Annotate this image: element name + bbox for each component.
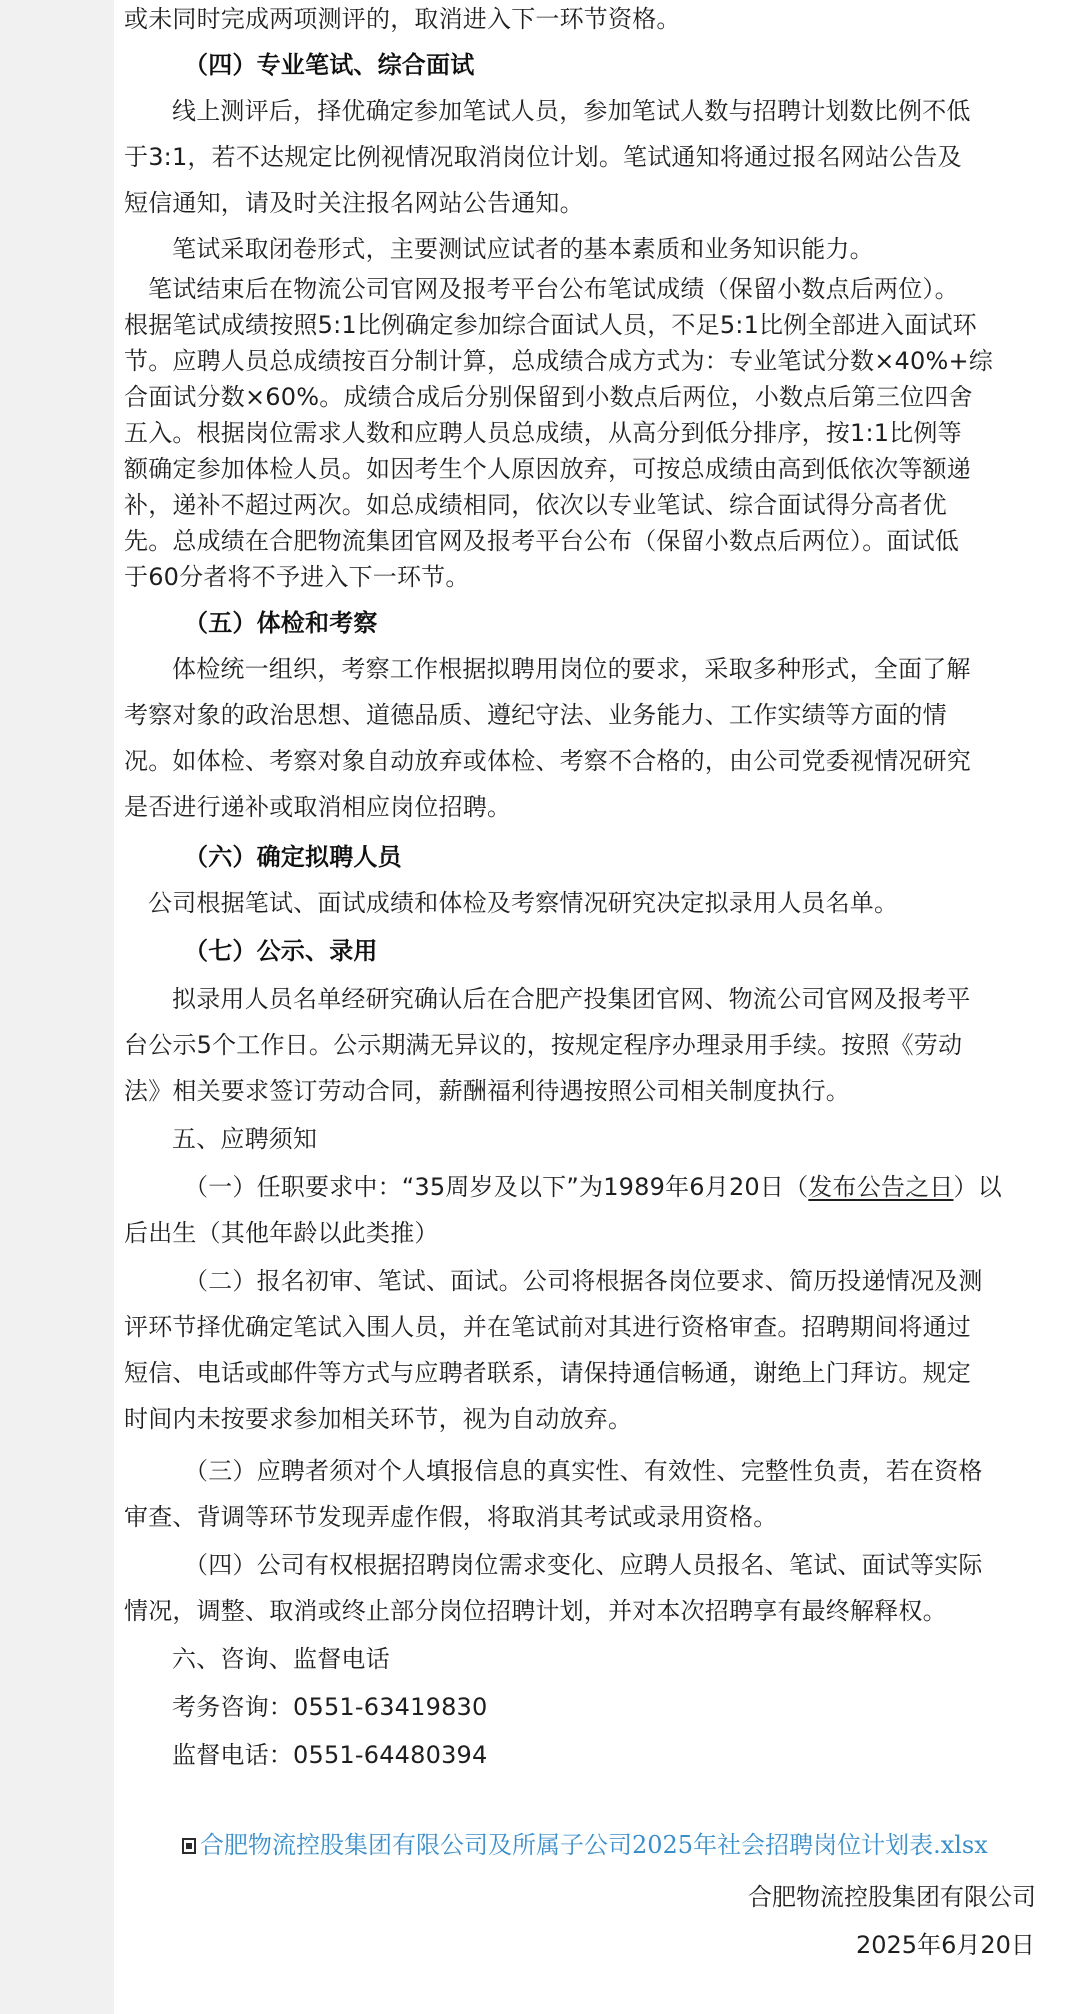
paragraph-line: （二）报名初审、笔试、面试。公司将根据各岗位要求、简历投递情况及测 — [184, 1267, 983, 1295]
paragraph-line: 先。总成绩在合肥物流集团官网及报考平台公布（保留小数点后两位）。面试低 — [124, 527, 959, 555]
document-body — [124, 0, 1074, 2014]
paragraph-line: 笔试采取闭卷形式，主要测试应试者的基本素质和业务知识能力。 — [172, 235, 874, 263]
paragraph-line: 审查、背调等环节发现弄虚作假，将取消其考试或录用资格。 — [124, 1503, 778, 1531]
attachment-label: 合肥物流控股集团有限公司及所属子公司2025年社会招聘岗位计划表.xlsx — [200, 1831, 988, 1859]
paragraph-line: （三）应聘者须对个人填报信息的真实性、有效性、完整性负责，若在资格 — [184, 1457, 983, 1485]
paragraph-line: 拟录用人员名单经研究确认后在合肥产投集团官网、物流公司官网及报考平 — [172, 985, 971, 1013]
paragraph-line: 节。应聘人员总成绩按百分制计算，总成绩合成方式为：专业笔试分数×40%+综 — [124, 347, 993, 375]
signature-organization: 合肥物流控股集团有限公司 — [748, 1883, 1036, 1911]
spreadsheet-file-icon — [182, 1838, 196, 1854]
contact-exam-phone: 考务咨询：0551-63419830 — [172, 1693, 488, 1721]
paragraph-line: 是否进行递补或取消相应岗位招聘。 — [124, 793, 512, 821]
paragraph-line: 五入。根据岗位需求人数和应聘人员总成绩，从高分到低分排序，按1:1比例等 — [124, 419, 962, 447]
section-heading: （七）公示、录用 — [184, 937, 378, 965]
underlined-phrase: 发布公告之日 — [808, 1173, 954, 1201]
section-heading: （六）确定拟聘人员 — [184, 843, 402, 871]
paragraph-line: 短信、电话或邮件等方式与应聘者联系，请保持通信畅通，谢绝上门拜访。规定 — [124, 1359, 971, 1387]
paragraph-line: 后出生（其他年龄以此类推） — [124, 1219, 439, 1247]
paragraph-line: 于60分者将不予进入下一环节。 — [124, 563, 470, 591]
attachment-link[interactable] — [182, 1828, 988, 1862]
paragraph-text: （一）任职要求中：“35周岁及以下”为1989年6月20日（ — [184, 1173, 809, 1201]
paragraph-line: 短信通知，请及时关注报名网站公告通知。 — [124, 189, 584, 217]
section-heading: （五）体检和考察 — [184, 609, 378, 637]
paragraph-line: 根据笔试成绩按照5:1比例确定参加综合面试人员，不足5:1比例全部进入面试环 — [124, 311, 977, 339]
paragraph-line: 情况，调整、取消或终止部分岗位招聘计划，并对本次招聘享有最终解释权。 — [124, 1597, 947, 1625]
paragraph-text: ）以 — [953, 1173, 1002, 1201]
paragraph-line: （四）公司有权根据招聘岗位需求变化、应聘人员报名、笔试、面试等实际 — [184, 1551, 983, 1579]
paragraph-line: 体检统一组织，考察工作根据拟聘用岗位的要求，采取多种形式，全面了解 — [172, 655, 971, 683]
paragraph-line: 考察对象的政治思想、道德品质、遵纪守法、业务能力、工作实绩等方面的情 — [124, 701, 947, 729]
paragraph-line: 于3:1，若不达规定比例视情况取消岗位计划。笔试通知将通过报名网站公告及 — [124, 143, 962, 171]
paragraph-line: 评环节择优确定笔试入围人员，并在笔试前对其进行资格审查。招聘期间将通过 — [124, 1313, 971, 1341]
paragraph-line — [184, 1170, 1002, 1204]
paragraph-line: 法》相关要求签订劳动合同，薪酬福利待遇按照公司相关制度执行。 — [124, 1077, 850, 1105]
section-heading: 六、咨询、监督电话 — [172, 1645, 390, 1673]
paragraph-line: 线上测评后，择优确定参加笔试人员，参加笔试人数与招聘计划数比例不低 — [172, 97, 971, 125]
paragraph-line: 公司根据笔试、面试成绩和体检及考察情况研究决定拟录用人员名单。 — [148, 889, 899, 917]
paragraph-line: 或未同时完成两项测评的，取消进入下一环节资格。 — [124, 5, 681, 33]
section-heading: （四）专业笔试、综合面试 — [184, 51, 475, 79]
section-heading: 五、应聘须知 — [172, 1125, 318, 1153]
paragraph-line: 笔试结束后在物流公司官网及报考平台公布笔试成绩（保留小数点后两位）。 — [148, 275, 959, 303]
paragraph-line: 台公示5个工作日。公示期满无异议的，按规定程序办理录用手续。按照《劳动 — [124, 1031, 963, 1059]
paragraph-line: 补，递补不超过两次。如总成绩相同，依次以专业笔试、综合面试得分高者优 — [124, 491, 947, 519]
paragraph-line: 时间内未按要求参加相关环节，视为自动放弃。 — [124, 1405, 633, 1433]
left-margin-rail — [0, 0, 114, 2014]
signature-date: 2025年6月20日 — [856, 1931, 1035, 1959]
paragraph-line: 况。如体检、考察对象自动放弃或体检、考察不合格的，由公司党委视情况研究 — [124, 747, 971, 775]
contact-supervision-phone: 监督电话：0551-64480394 — [172, 1741, 488, 1769]
paragraph-line: 额确定参加体检人员。如因考生个人原因放弃，可按总成绩由高到低依次等额递 — [124, 455, 971, 483]
paragraph-line: 合面试分数×60%。成绩合成后分别保留到小数点后两位，小数点后第三位四舍 — [124, 383, 973, 411]
